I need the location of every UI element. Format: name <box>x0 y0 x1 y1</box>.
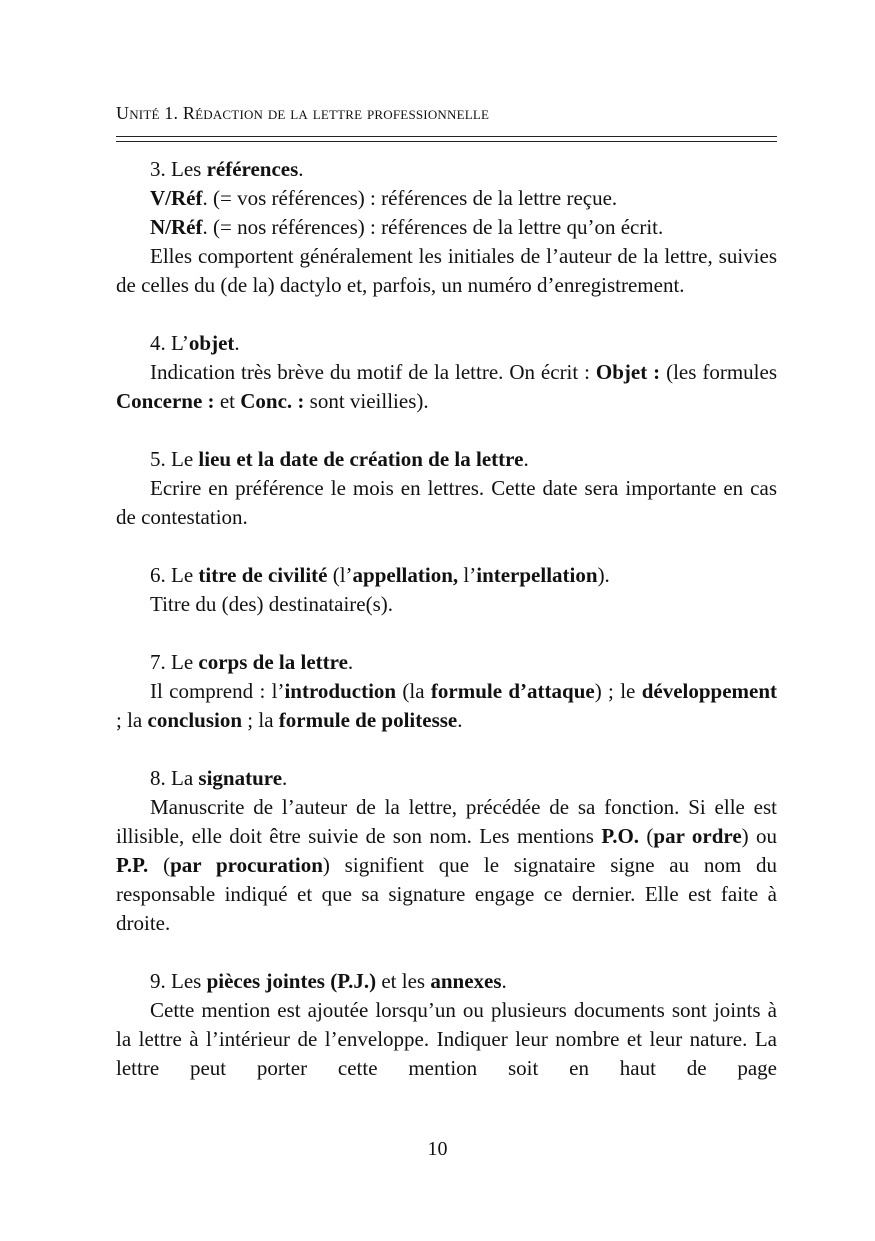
vref-line: V/Réf. (= vos références) : références de la lettre reçue. <box>150 186 618 210</box>
corps-paragraph: Il comprend : l’introduction (la formule d’attaque) ; le développement ; la conclusion ; la formule de politesse. <box>116 679 778 732</box>
nref-line: N/Réf. (= nos références) : références de la lettre qu’on écrit. <box>150 215 664 239</box>
pieces-jointes-paragraph: Cette mention est ajoutée lorsqu’un ou plusieurs documents sont joints à la lettre à l’intérieur de l’enveloppe. Indiquer leur nombre et leur nature. La lettre peut porter cette mention soit en haut de page <box>116 998 777 1080</box>
header-rule-bottom <box>116 141 777 142</box>
section-heading-references: 3. Les références. <box>150 157 304 181</box>
section-heading-pieces-jointes: 9. Les pièces jointes (P.J.) et les annexes. <box>150 969 507 993</box>
lieu-date-paragraph: Ecrire en préférence le mois en lettres. Cette date sera importante en cas de contestation. <box>116 476 777 529</box>
header-rule-top <box>116 136 777 137</box>
section-heading-corps: 7. Le corps de la lettre. <box>150 650 354 674</box>
signature-paragraph: Manuscrite de l’auteur de la lettre, précédée de sa fonction. Si elle est illisible, elle doit être suivie de son nom. Les mentions P.O. (par ordre) ou P.P. (par procuration) signifient que le signataire signe au nom du responsable indiqué et que sa signature engage ce dernier. Elle est faite à droite. <box>116 795 778 935</box>
objet-paragraph: Indication très brève du motif de la lettre. On écrit : Objet : (les formules Concerne : et Conc. : sont vieillies). <box>116 360 777 413</box>
running-head <box>116 103 489 124</box>
section-heading-objet: 4. L’objet. <box>150 331 240 355</box>
page-body <box>116 155 777 1083</box>
section-heading-titre-civilite: 6. Le titre de civilité (l’appellation, l’interpellation). <box>150 563 610 587</box>
references-paragraph: Elles comportent généralement les initiales de l’auteur de la lettre, suivies de celles du (de la) dactylo et, parfois, un numéro d’enregistrement. <box>116 244 777 297</box>
unit-label: Unité 1. <box>116 103 179 123</box>
section-heading-lieu-date: 5. Le lieu et la date de création de la lettre. <box>150 447 529 471</box>
page-number: 10 <box>427 1138 448 1160</box>
chapter-title: Rédaction de la lettre professionnelle <box>182 103 490 123</box>
section-heading-signature: 8. La signature. <box>150 766 288 790</box>
titre-civilite-paragraph: Titre du (des) destinataire(s). <box>150 592 393 616</box>
